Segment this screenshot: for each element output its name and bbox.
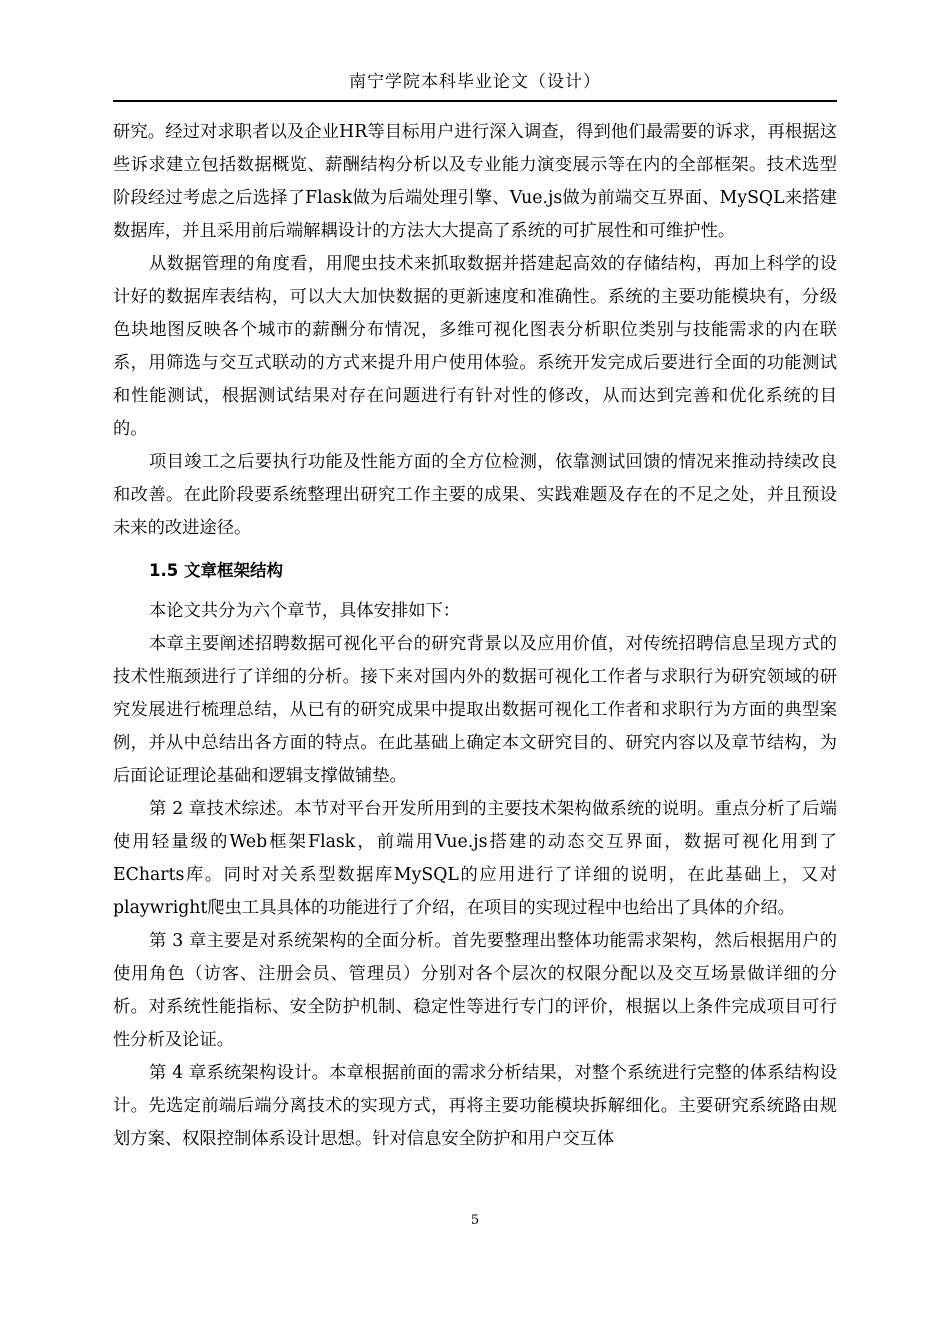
section-heading: 1.5 文章框架结构 <box>149 561 283 580</box>
paragraph-continuation: 研究。经过对求职者以及企业HR等目标用户进行深入调查，得到他们最需要的诉求，再根据这些诉求建立包括数据概览、薪酬结构分析以及专业能力演变展示等在内的全部框架。技术选型阶段经过考虑之后选择了Flask做为后端处理引擎、Vue.js做为前端交互界面、MySQL来搭建数据库，并且采用前后端解耦设计的方法大大提高了系统的可扩展性和可维护性。 <box>113 122 837 241</box>
header-divider <box>113 100 837 102</box>
paragraph-chapter-intro: 本论文共分为六个章节，具体安排如下： <box>149 601 461 621</box>
paragraph-chapter-3: 第 3 章主要是对系统架构的全面分析。首先要整理出整体功能需求架构，然后根据用户的使用角色（访客、注册会员、管理员）分别对各个层次的权限分配以及交互场景做详细的分析。对系统性能指标、安全防护机制、稳定性等进行专门的评价，根据以上条件完成项目可行性分析及论证。 <box>113 931 837 1050</box>
paragraph-chapter-4: 第 4 章系统架构设计。本章根据前面的需求分析结果，对整个系统进行完整的体系结构设计。先选定前端后端分离技术的实现方式，再将主要功能模块拆解细化。主要研究系统路由规划方案、权限控制体系设计思想。针对信息安全防护和用户交互体 <box>113 1063 837 1149</box>
paragraph-data-management: 从数据管理的角度看，用爬虫技术来抓取数据并搭建起高效的存储结构，再加上科学的设计好的数据库表结构，可以大大加快数据的更新速度和准确性。系统的主要功能模块有，分级色块地图反映各个城市的薪酬分布情况，多维可视化图表分析职位类别与技能需求的内在联系，用筛选与交互式联动的方式来提升用户使用体验。系统开发完成后要进行全面的功能测试和性能测试，根据测试结果对存在问题进行有针对性的修改，从而达到完善和优化系统的目的。 <box>113 254 837 439</box>
paragraph-chapter-2: 第 2 章技术综述。本节对平台开发所用到的主要技术架构做系统的说明。重点分析了后端使用轻量级的Web框架Flask，前端用Vue.js搭建的动态交互界面，数据可视化用到了ECharts库。同时对关系型数据库MySQL的应用进行了详细的说明，在此基础上，又对playwright爬虫工具具体的功能进行了介绍，在项目的实现过程中也给出了具体的介绍。 <box>113 799 837 918</box>
page-number: 5 <box>470 1213 480 1228</box>
document-body <box>113 116 837 1156</box>
paragraph-project-testing: 项目竣工之后要执行功能及性能方面的全方位检测，依靠测试回馈的情况来推动持续改良和改善。在此阶段要系统整理出研究工作主要的成果、实践难题及存在的不足之处，并且预设未来的改进途径。 <box>113 452 837 538</box>
paragraph-chapter-1: 本章主要阐述招聘数据可视化平台的研究背景以及应用价值，对传统招聘信息呈现方式的技术性瓶颈进行了详细的分析。接下来对国内外的数据可视化工作者与求职行为研究领域的研究发展进行梳理总结，从已有的研究成果中提取出数据可视化工作者和求职行为方面的典型案例，并从中总结出各方面的特点。在此基础上确定本文研究目的、研究内容以及章节结构，为后面论证理论基础和逻辑支撑做铺垫。 <box>113 634 837 786</box>
page-header-title: 南宁学院本科毕业论文（设计） <box>349 72 601 92</box>
